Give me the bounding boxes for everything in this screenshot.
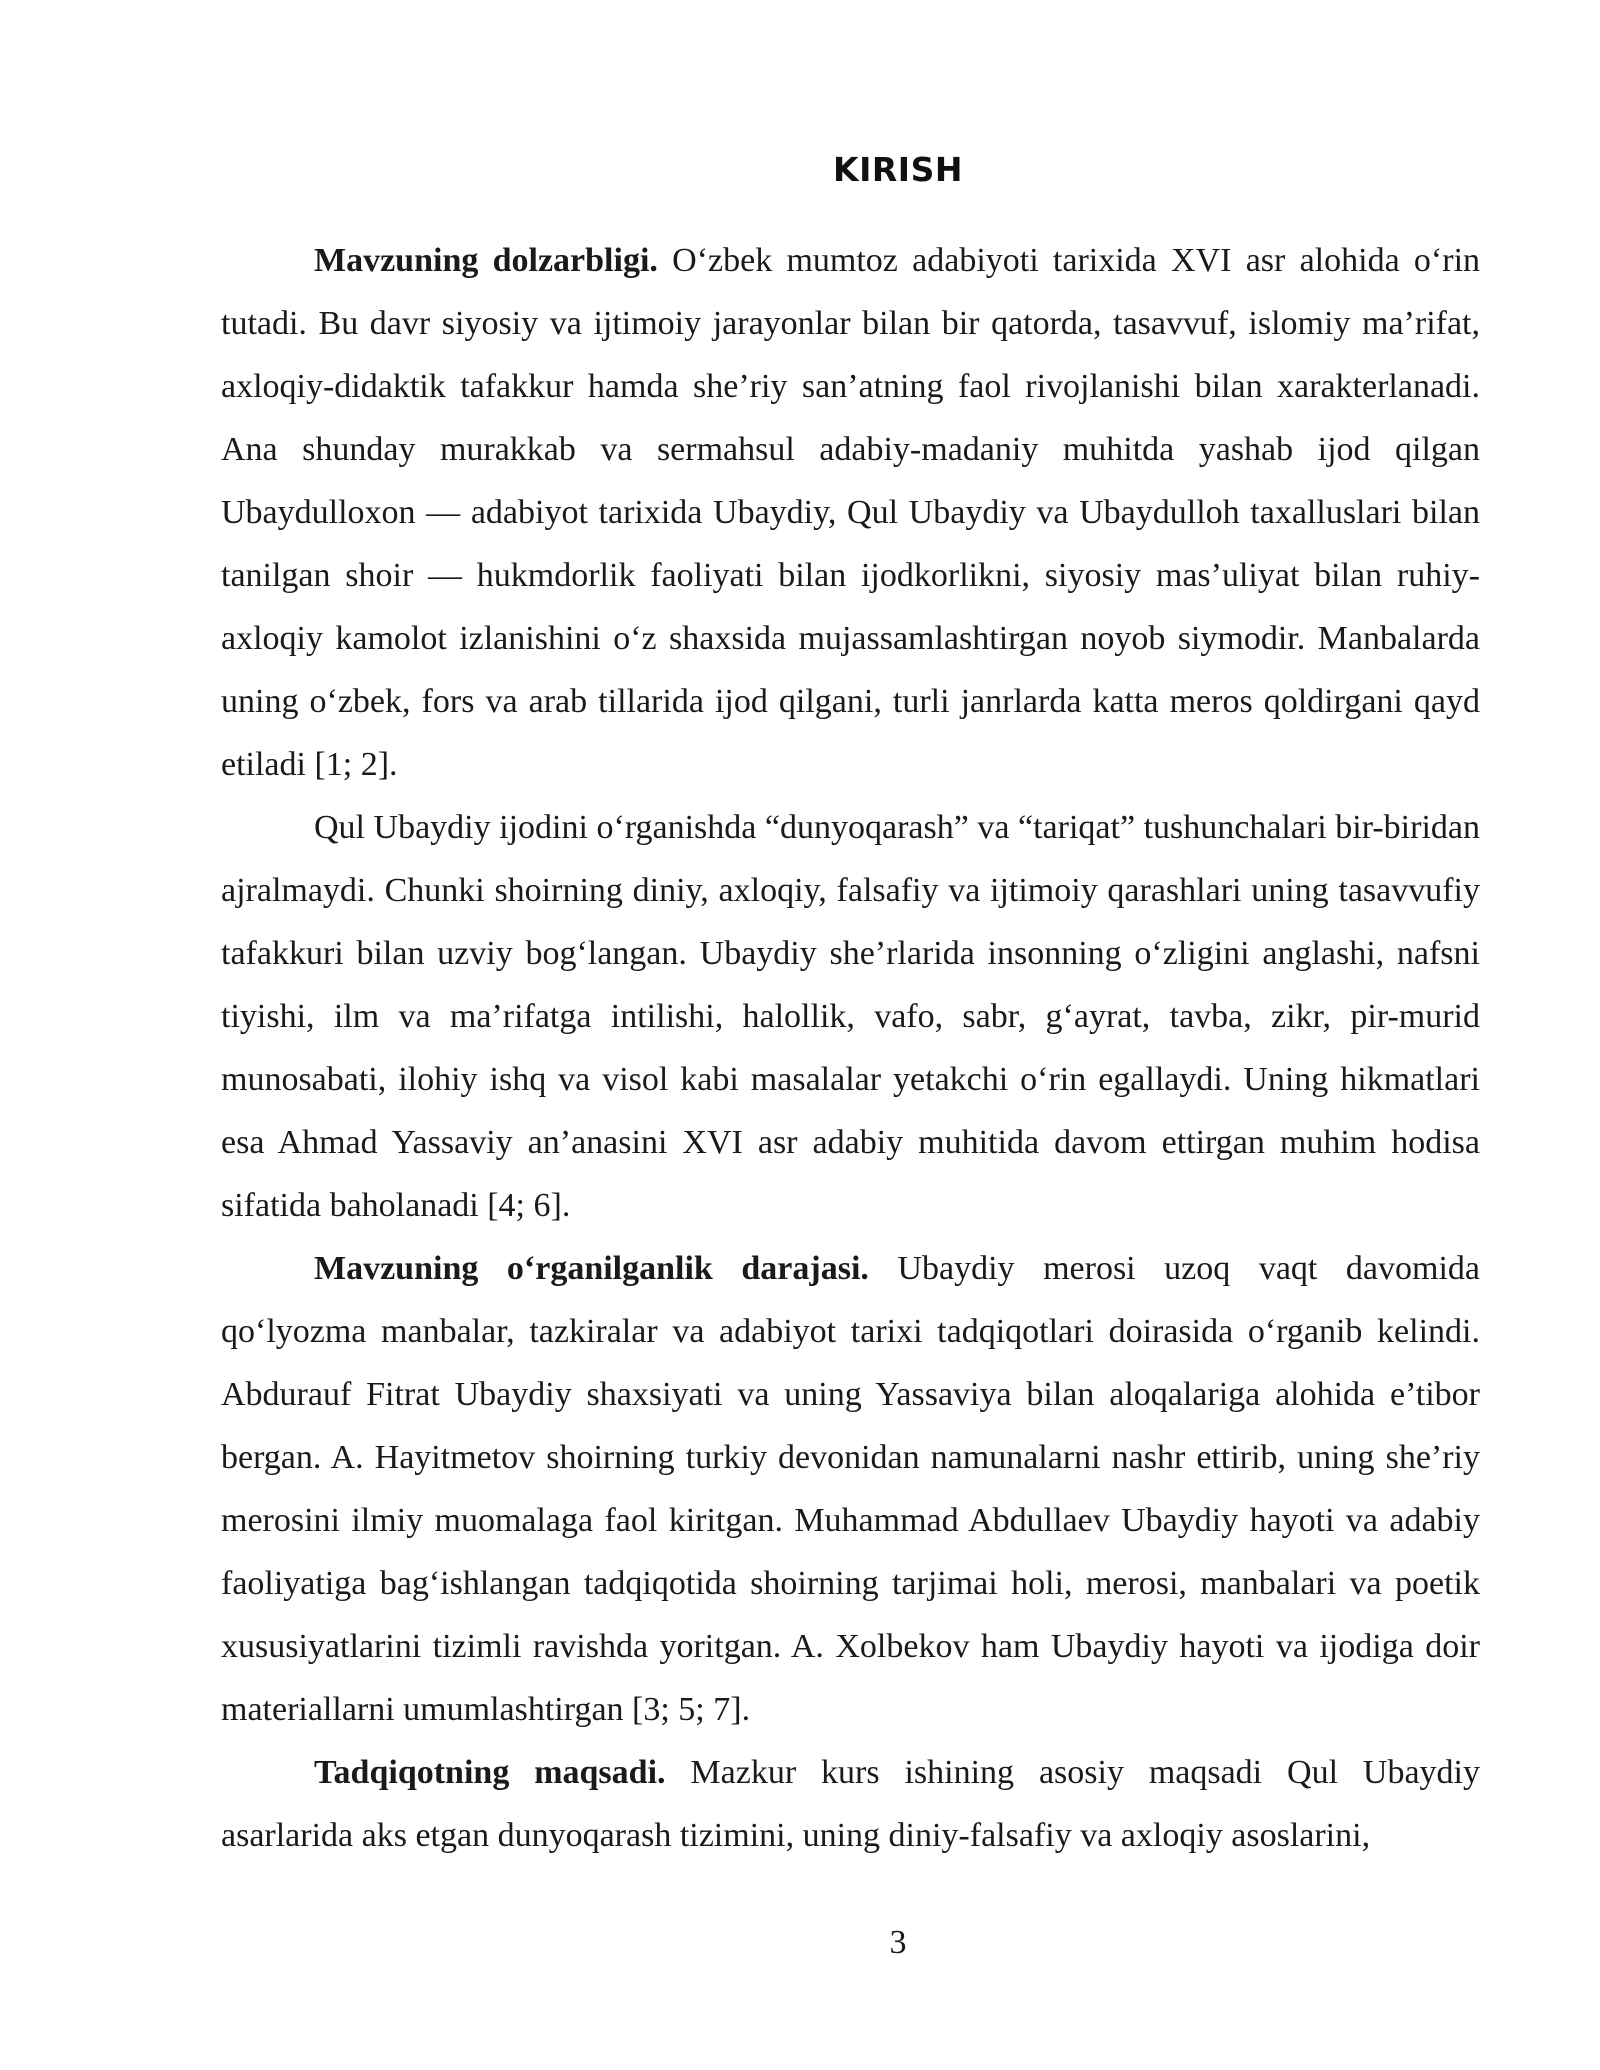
paragraph-relevance [221, 229, 1480, 796]
paragraph-text: Qul Ubaydiy ijodini o‘rganishda “dunyoqarash” va “tariqat” tushunchalari bir-biridan ajralmaydi. Chunki shoirning diniy, axloqiy, falsafiy va ijtimoiy qarashlari uning tasavvufiy tafakkuri bilan uzviy bog‘langan. Ubaydiy she’rlarida insonning o‘zligini anglashi, nafsni tiyishi, ilm va ma’rifatga intilishi, halollik, vafo, sabr, g‘ayrat, tavba, zikr, pir-murid munosabati, ilohiy ishq va visol kabi masalalar yetakchi o‘rin egallaydi. Uning hikmatlari esa Ahmad Yassaviy an’anasini XVI asr adabiy muhitida davom ettirgan muhim hodisa sifatida baholanadi [4; 6]. [221, 809, 1480, 1224]
paragraph-text: O‘zbek mumtoz adabiyoti tarixida XVI asr alohida o‘rin tutadi. Bu davr siyosiy va ijtimoiy jarayonlar bilan bir qatorda, tasavvuf, islomiy ma’rifat, axloqiy-didaktik tafakkur hamda she’riy san’atning faol rivojlanishi bilan xarakterlanadi. Ana shunday murakkab va sermahsul adabiy-madaniy muhitda yashab ijod qilgan Ubaydulloxon — adabiyot tarixida Ubaydiy, Qul Ubaydiy va Ubaydulloh taxalluslari bilan tanilgan shoir — hukmdorlik faoliyati bilan ijodkorlikni, siyosiy mas’uliyat bilan ruhiy-axloqiy kamolot izlanishini o‘z shaxsida mujassamlashtirgan noyob siymodir. Manbalarda uning o‘zbek, fors va arab tillarida ijod qilgani, turli janrlarda katta meros qoldirgani qayd etiladi [1; 2]. [221, 242, 1481, 783]
paragraph-research-level [221, 1237, 1480, 1741]
paragraph-research-goal [221, 1741, 1480, 1867]
paragraph-text: Ubaydiy merosi uzoq vaqt davomida qo‘lyozma manbalar, tazkiralar va adabiyot tarixi tadqiqotlari doirasida o‘rganib kelindi. Abdurauf Fitrat Ubaydiy shaxsiyati va uning Yassaviya bilan aloqalariga alohida e’tibor bergan. A. Hayitmetov shoirning turkiy devonidan namunalarni nashr ettirib, uning she’riy merosini ilmiy muomalaga faol kiritgan. Muhammad Abdullaev Ubaydiy hayoti va adabiy faoliyatiga bag‘ishlangan tadqiqotida shoirning tarjimai holi, merosi, manbalari va poetik xususiyatlarini tizimli ravishda yoritgan. A. Xolbekov ham Ubaydiy hayoti va ijodiga doir materiallarni umumlashtirgan [3; 5; 7]. [221, 1250, 1480, 1728]
page-heading: KIRISH [833, 150, 963, 189]
page-number: 3 [889, 1924, 907, 1961]
body-text [221, 229, 1480, 1867]
paragraph-lead: Mavzuning o‘rganilganlik darajasi. [314, 1250, 869, 1287]
paragraph-lead: Mavzuning dolzarbligi. [314, 242, 658, 279]
paragraph-worldview [221, 796, 1480, 1237]
paragraph-lead: Tadqiqotning maqsadi. [314, 1754, 666, 1791]
paragraph-text: Mazkur kurs ishining asosiy maqsadi Qul Ubaydiy asarlarida aks etgan dunyoqarash tizimini, uning diniy-falsafiy va axloqiy asoslarini, [221, 1754, 1480, 1854]
